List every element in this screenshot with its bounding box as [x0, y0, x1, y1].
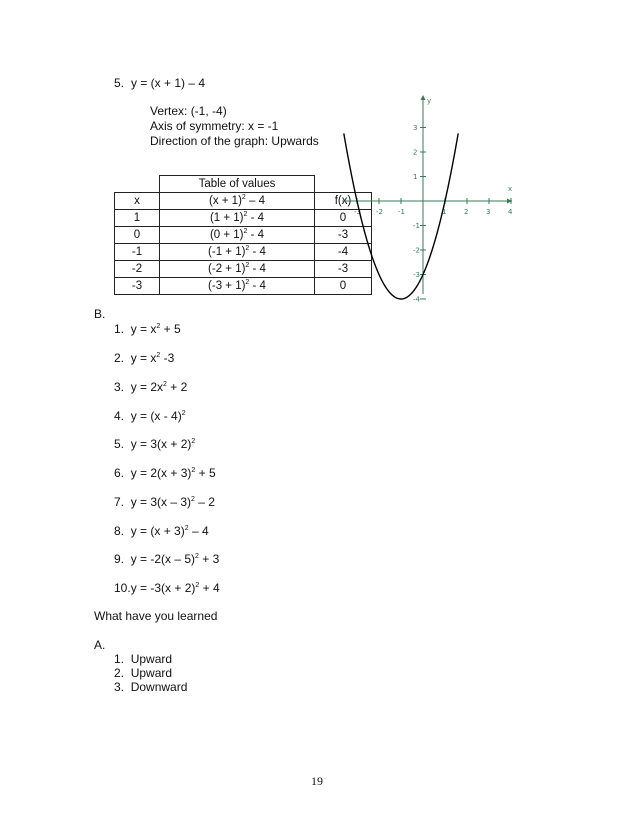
direction-text: Direction of the graph: Upwards — [150, 134, 319, 148]
table-cell: -1 — [115, 244, 160, 261]
x-tick-label: 2 — [464, 208, 469, 216]
y-ticks — [413, 124, 426, 304]
table-row — [115, 278, 372, 295]
list-item: 9. y = -2(x – 5)$^2$ + 3 — [114, 552, 220, 566]
list-item: 7. y = 3(x – 3)$^2$ – 2 — [114, 495, 215, 509]
table-caption-row — [115, 176, 372, 193]
y-tick-label: -1 — [413, 222, 420, 230]
table-cell: $(-3 + 1)^2 - 4$ — [160, 278, 315, 295]
x-tick-label: 1 — [442, 208, 447, 216]
x-tick-label: 4 — [508, 208, 513, 216]
x-tick-label: -2 — [376, 208, 383, 216]
x-tick-label: 3 — [486, 208, 491, 216]
table-cell: -4 — [315, 244, 372, 261]
y-tick-label: -3 — [413, 271, 420, 279]
problem5-equation — [131, 76, 205, 90]
parabola-curve — [344, 133, 458, 299]
table-cell: 0 — [315, 210, 372, 227]
parabola-graph — [336, 90, 520, 304]
y-axis-arrow — [421, 95, 426, 100]
axis-of-symmetry-text: Axis of symmetry: x = -1 — [150, 119, 279, 133]
table-cell: $(0 + 1)^2 - 4$ — [160, 227, 315, 244]
list-item: 3. Downward — [114, 680, 188, 694]
list-item: 2. Upward — [114, 666, 173, 680]
table-header-row — [115, 193, 372, 210]
y-tick-label: 3 — [413, 124, 418, 132]
list-item: 4. y = (x - 4)$^2$ — [114, 409, 186, 423]
graph-axes — [342, 95, 513, 304]
x-axis-label: x — [508, 185, 513, 193]
list-item: 6. $y = 2(x + 3)^2 + 5$ — [114, 466, 216, 480]
y-tick-label: -4 — [413, 295, 420, 304]
table-header-fx: f(x) — [315, 193, 372, 210]
y-tick-label: 1 — [413, 173, 418, 181]
learned-heading: What have you learned — [94, 609, 218, 623]
x-tick-label: -1 — [398, 208, 405, 216]
learned-section-label: A. — [94, 638, 106, 652]
problem5-number: 5. — [114, 76, 125, 90]
x-tick-label: -3 — [354, 208, 361, 216]
table-cell: $(-1 + 1)^2 - 4$ — [160, 244, 315, 261]
table-cell: -2 — [115, 261, 160, 278]
table-cell: $(1 + 1)^2 - 4$ — [160, 210, 315, 227]
table-cell: 1 — [115, 210, 160, 227]
section-b-label: B. — [94, 307, 106, 321]
table-row — [115, 261, 372, 278]
table-of-values — [114, 175, 372, 295]
list-item: $10.y = -3(x + 2)^2 + 4$ — [114, 581, 220, 595]
y-tick-label: 2 — [413, 148, 418, 157]
page-number: 19 — [311, 774, 323, 788]
table-cell: -3 — [315, 261, 372, 278]
table-row — [115, 210, 372, 227]
table-cell: 0 — [315, 278, 372, 295]
table-cell: $(-2 + 1)^2 - 4$ — [160, 261, 315, 278]
table-cell: 0 — [115, 227, 160, 244]
list-item: 1. $y = x^2 + 5$ — [114, 322, 181, 336]
table-caption: Table of values — [160, 176, 315, 193]
list-item: 3. $y = 2x^2 + 2$ — [114, 380, 188, 394]
y-axis-label: y — [427, 97, 432, 105]
table-header-x: x — [115, 193, 160, 210]
table-row — [115, 227, 372, 244]
y-tick-label: -2 — [413, 246, 420, 255]
table-cell: -3 — [315, 227, 372, 244]
table-row — [115, 244, 372, 261]
table-cell: -3 — [115, 278, 160, 295]
vertex-text: Vertex: (-1, -4) — [150, 104, 227, 118]
list-item: 5. $y = 3(x + 2)^2$ — [114, 437, 196, 451]
list-item: 1. Upward — [114, 652, 173, 666]
list-item: 2. $y = x^2$ -3 — [114, 351, 175, 365]
list-item: 8. $y = (x + 3)^2 - 4$ — [114, 524, 209, 538]
table-header-expression: $(x + 1)^2 - 4$ — [160, 193, 315, 210]
problem5-equation-text: y = (x + 1) – 4 — [131, 76, 206, 90]
